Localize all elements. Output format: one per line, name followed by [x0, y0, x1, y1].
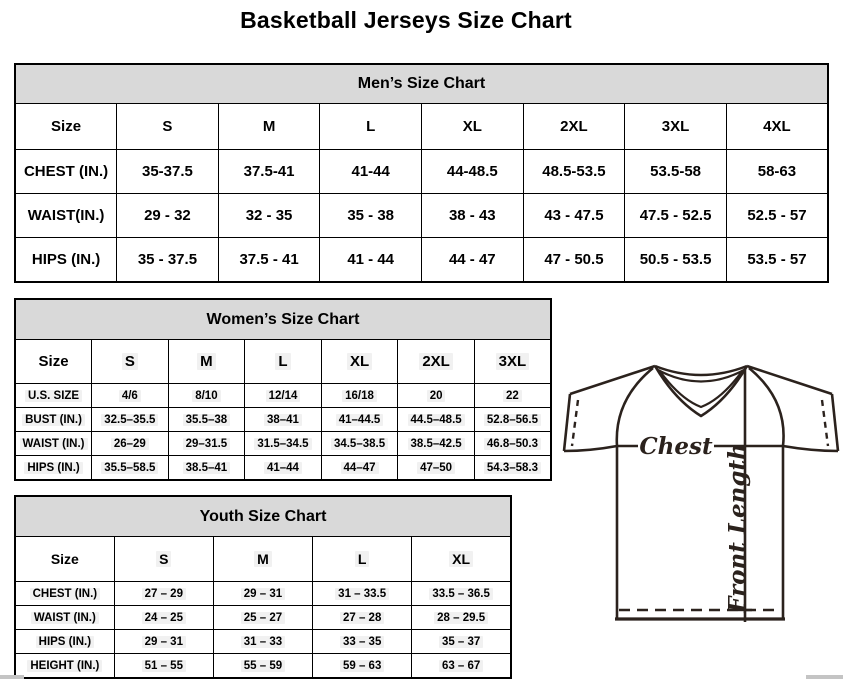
size-value-cell: 55 – 59	[213, 654, 312, 679]
size-label-header: Size	[15, 340, 92, 384]
size-value-cell: 29 – 31	[213, 582, 312, 606]
size-value-cell: 16/18	[321, 384, 398, 408]
size-label-header: Size	[15, 537, 114, 582]
youth-size-table	[14, 495, 512, 679]
scrollbar-fragment-left[interactable]	[0, 675, 24, 679]
size-value-cell: 43 - 47.5	[523, 194, 625, 238]
size-value-cell: 51 – 55	[114, 654, 213, 679]
column-header: 2XL	[523, 104, 625, 150]
size-value-cell: 53.5-58	[625, 150, 727, 194]
column-header: S	[117, 104, 219, 150]
size-value-cell: 35.5–58.5	[92, 456, 169, 481]
size-value-cell: 44–47	[321, 456, 398, 481]
column-header: XL	[412, 537, 511, 582]
table-row	[15, 582, 511, 606]
table-row	[15, 238, 828, 283]
column-header: XL	[422, 104, 524, 150]
table-row	[15, 606, 511, 630]
size-value-cell: 8/10	[168, 384, 245, 408]
size-value-cell: 50.5 - 53.5	[625, 238, 727, 283]
size-value-cell: 26–29	[92, 432, 169, 456]
size-value-cell: 58-63	[726, 150, 828, 194]
size-value-cell: 48.5-53.5	[523, 150, 625, 194]
size-value-cell: 33 – 35	[313, 630, 412, 654]
size-value-cell: 35 - 37.5	[117, 238, 219, 283]
chest-label: Chest	[639, 433, 713, 460]
column-header: 3XL	[625, 104, 727, 150]
column-header: L	[320, 104, 422, 150]
table-row	[15, 432, 551, 456]
size-value-cell: 12/14	[245, 384, 322, 408]
row-label: CHEST (IN.)	[15, 582, 114, 606]
size-value-cell: 28 – 29.5	[412, 606, 511, 630]
row-label: U.S. SIZE	[15, 384, 92, 408]
scrollbar-fragment-right[interactable]	[806, 675, 843, 679]
size-value-cell: 53.5 - 57	[726, 238, 828, 283]
size-value-cell: 54.3–58.3	[474, 456, 551, 481]
size-value-cell: 47 - 50.5	[523, 238, 625, 283]
size-value-cell: 20	[398, 384, 475, 408]
size-value-cell: 4/6	[92, 384, 169, 408]
size-value-cell: 29–31.5	[168, 432, 245, 456]
table-title: Women’s Size Chart	[15, 299, 551, 340]
size-value-cell: 44.5–48.5	[398, 408, 475, 432]
column-header: 3XL	[474, 340, 551, 384]
column-header: 2XL	[398, 340, 475, 384]
table-title: Men’s Size Chart	[15, 64, 828, 104]
size-value-cell: 38 - 43	[422, 194, 524, 238]
row-label: HIPS (IN.)	[15, 456, 92, 481]
table-row	[15, 408, 551, 432]
column-header: S	[92, 340, 169, 384]
womens-size-table	[14, 298, 552, 481]
column-header: M	[218, 104, 320, 150]
size-value-cell: 59 – 63	[313, 654, 412, 679]
size-label-header: Size	[15, 104, 117, 150]
size-value-cell: 32.5–35.5	[92, 408, 169, 432]
table-row	[15, 384, 551, 408]
size-value-cell: 52.5 - 57	[726, 194, 828, 238]
size-value-cell: 46.8–50.3	[474, 432, 551, 456]
jersey-outline	[564, 366, 838, 619]
column-header: L	[245, 340, 322, 384]
page-title: Basketball Jerseys Size Chart	[240, 7, 572, 33]
column-header: M	[168, 340, 245, 384]
size-value-cell: 31 – 33.5	[313, 582, 412, 606]
size-value-cell: 37.5-41	[218, 150, 320, 194]
size-value-cell: 35 – 37	[412, 630, 511, 654]
size-value-cell: 27 – 29	[114, 582, 213, 606]
row-label: WAIST (IN.)	[15, 432, 92, 456]
table-row	[15, 654, 511, 679]
size-value-cell: 37.5 - 41	[218, 238, 320, 283]
size-value-cell: 47.5 - 52.5	[625, 194, 727, 238]
size-value-cell: 29 - 32	[117, 194, 219, 238]
size-value-cell: 22	[474, 384, 551, 408]
table-row	[15, 456, 551, 481]
column-header: XL	[321, 340, 398, 384]
column-header: S	[114, 537, 213, 582]
size-value-cell: 35 - 38	[320, 194, 422, 238]
size-value-cell: 38.5–41	[168, 456, 245, 481]
table-row	[15, 630, 511, 654]
table-row	[15, 194, 828, 238]
size-value-cell: 29 – 31	[114, 630, 213, 654]
jersey-dashed-seams	[572, 400, 828, 610]
size-value-cell: 27 – 28	[313, 606, 412, 630]
size-value-cell: 31 – 33	[213, 630, 312, 654]
size-value-cell: 25 – 27	[213, 606, 312, 630]
row-label: HIPS (IN.)	[15, 630, 114, 654]
size-value-cell: 35.5–38	[168, 408, 245, 432]
front-length-label: Front Length	[724, 443, 751, 613]
row-label: BUST (IN.)	[15, 408, 92, 432]
size-value-cell: 24 – 25	[114, 606, 213, 630]
size-value-cell: 35-37.5	[117, 150, 219, 194]
size-value-cell: 44 - 47	[422, 238, 524, 283]
size-value-cell: 41–44	[245, 456, 322, 481]
size-value-cell: 52.8–56.5	[474, 408, 551, 432]
size-value-cell: 63 – 67	[412, 654, 511, 679]
size-value-cell: 31.5–34.5	[245, 432, 322, 456]
row-label: CHEST (IN.)	[15, 150, 117, 194]
size-value-cell: 38.5–42.5	[398, 432, 475, 456]
row-label: HEIGHT (IN.)	[15, 654, 114, 679]
size-value-cell: 32 - 35	[218, 194, 320, 238]
column-header: M	[213, 537, 312, 582]
table-row	[15, 150, 828, 194]
column-header: 4XL	[726, 104, 828, 150]
row-label: WAIST(IN.)	[15, 194, 117, 238]
size-value-cell: 41–44.5	[321, 408, 398, 432]
size-value-cell: 38–41	[245, 408, 322, 432]
column-header: L	[313, 537, 412, 582]
mens-size-table	[14, 63, 829, 283]
size-value-cell: 44-48.5	[422, 150, 524, 194]
row-label: WAIST (IN.)	[15, 606, 114, 630]
row-label: HIPS (IN.)	[15, 238, 117, 283]
size-value-cell: 41-44	[320, 150, 422, 194]
size-value-cell: 47–50	[398, 456, 475, 481]
table-title: Youth Size Chart	[15, 496, 511, 537]
size-value-cell: 41 - 44	[320, 238, 422, 283]
jersey-measurement-diagram	[557, 358, 843, 663]
measurement-lines	[617, 366, 783, 622]
size-value-cell: 33.5 – 36.5	[412, 582, 511, 606]
size-value-cell: 34.5–38.5	[321, 432, 398, 456]
